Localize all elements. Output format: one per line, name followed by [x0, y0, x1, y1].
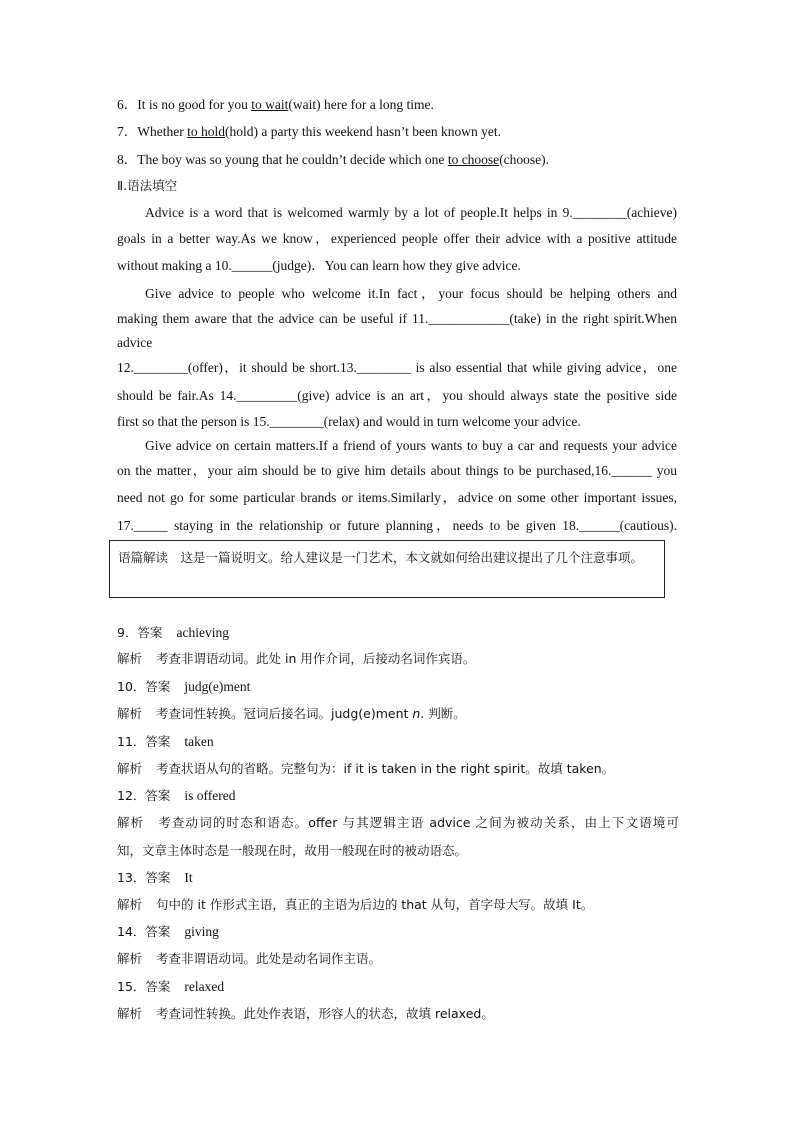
answer-num: 10． — [117, 679, 146, 694]
answer-11 — [117, 733, 214, 751]
answer-value: judg(e)ment — [184, 679, 251, 694]
analysis-12-cont: 知，文章主体时态是一般现在时，故用一般现在时的被动语态。 — [117, 843, 468, 858]
question-6 — [117, 96, 434, 114]
section-title: Ⅱ.语法填空 — [117, 178, 178, 193]
passage-line: without making a 10.______(judge)．You can learn how they give advice. — [117, 258, 521, 273]
answer-15 — [117, 978, 224, 996]
analysis-text: 考查非谓语动词。此处 in 用作介词，后接动名词作宾语。 — [156, 651, 476, 666]
analysis-14 — [117, 950, 381, 968]
answer-label: 答案 — [137, 625, 163, 640]
question-7 — [117, 123, 501, 141]
passage-line: Advice is a word that is welcomed warmly by a lot of people.It helps in 9.________(achieve) — [145, 205, 677, 220]
answer-num: 9． — [117, 625, 138, 640]
q7-text: 7．Whether — [117, 124, 188, 139]
answer-num: 15． — [117, 979, 146, 994]
answer-num: 12． — [117, 788, 146, 803]
q8-text: 8．The boy was so young that he couldn’t decide which one — [117, 152, 448, 167]
analysis-15 — [117, 1005, 494, 1023]
passage-note-box — [109, 540, 665, 598]
passage-line: need not go for some particular brands or items.Similarly，advice on some other important issues, — [117, 490, 677, 505]
q8-answer: to choose — [447, 152, 500, 167]
answer-label: 答案 — [145, 870, 171, 885]
answer-label: 答案 — [145, 679, 171, 694]
answer-label: 答案 — [145, 788, 171, 803]
answer-value: relaxed — [184, 979, 225, 994]
answer-14 — [117, 923, 219, 941]
analysis-text: 考查词性转换。此处作表语，形容人的状态，故填 relaxed。 — [156, 1006, 494, 1021]
analysis-10 — [117, 705, 466, 723]
answer-10 — [117, 678, 250, 696]
analysis-text: 考查动词的时态和语态。offer 与其逻辑主语 advice 之间为被动关系，由上下文语境可 — [158, 815, 679, 830]
answer-value: is offered — [184, 788, 236, 803]
q7-answer: to hold — [187, 124, 225, 139]
analysis-label: 解析 — [117, 951, 143, 966]
analysis-pos: n — [412, 706, 421, 721]
analysis-text: 考查词性转换。冠词后接名词。judg(e)ment — [156, 706, 413, 721]
passage-note-text: 这是一篇说明文。给人建议是一门艺术，本文就如何给出建议提出了几个注意事项。 — [180, 550, 644, 565]
analysis-label: 解析 — [117, 651, 143, 666]
question-8 — [117, 151, 549, 169]
analysis-label: 解析 — [117, 815, 145, 830]
answer-label: 答案 — [145, 734, 171, 749]
q8-text-end: (choose). — [499, 152, 550, 167]
passage-line: should be fair.As 14._________(give) advice is an art，you should always state the positive side — [117, 388, 677, 403]
analysis-text-end: . 判断。 — [420, 706, 466, 721]
passage-line: first so that the person is 15.________(relax) and would in turn welcome your advice. — [117, 414, 581, 429]
q6-text-end: (wait) here for a long time. — [288, 97, 434, 112]
analysis-11 — [117, 760, 614, 778]
analysis-12 — [117, 814, 679, 832]
answer-12 — [117, 787, 236, 805]
analysis-label: 解析 — [117, 1006, 143, 1021]
analysis-text: 句中的 it 作形式主语，真正的主语为后边的 that 从句，首字母大写。故填 It。 — [156, 897, 594, 912]
analysis-text: 考查非谓语动词。此处是动名词作主语。 — [156, 951, 382, 966]
q7-text-end: (hold) a party this weekend hasn’t been known yet. — [225, 124, 502, 139]
passage-line: 12.________(offer)，it should be short.13.________ is also essential that while giving advice，one — [117, 360, 677, 375]
q6-text: 6．It is no good for you — [117, 97, 252, 112]
answer-9 — [117, 624, 229, 642]
analysis-text: 考查状语从句的省略。完整句为：if it is taken in the right spirit。故填 taken。 — [156, 761, 615, 776]
answer-value: achieving — [176, 625, 229, 640]
answer-value: It — [184, 870, 193, 885]
passage-note — [118, 545, 656, 571]
answer-label: 答案 — [145, 924, 171, 939]
analysis-label: 解析 — [117, 761, 143, 776]
answer-label: 答案 — [145, 979, 171, 994]
answer-num: 13． — [117, 870, 146, 885]
answer-num: 11． — [117, 734, 146, 749]
passage-line: making them aware that the advice can be useful if 11.____________(take) in the right spirit.When — [117, 311, 677, 326]
passage-line: Give advice to people who welcome it.In fact，your focus should be helping others and — [145, 286, 677, 301]
passage-line: 17._____ staying in the relationship or future planning，needs to be given 18.______(cautious). — [117, 518, 677, 533]
passage-line: on the matter，your aim should be to give him details about things to be purchased,16.______ you — [117, 463, 677, 478]
passage-line: goals in a better way.As we know，experienced people offer their advice with a positive attitude — [117, 231, 677, 246]
answer-value: taken — [184, 734, 214, 749]
passage-line: advice — [117, 335, 153, 350]
analysis-9 — [117, 650, 475, 668]
answer-13 — [117, 869, 193, 887]
answer-num: 14． — [117, 924, 146, 939]
passage-note-label: 语篇解读 — [118, 550, 169, 565]
analysis-label: 解析 — [117, 897, 143, 912]
analysis-13 — [117, 896, 593, 914]
q6-answer: to wait — [251, 97, 289, 112]
analysis-label: 解析 — [117, 706, 143, 721]
answer-value: giving — [184, 924, 219, 939]
passage-line: Give advice on certain matters.If a friend of yours wants to buy a car and requests your advice — [145, 438, 677, 453]
